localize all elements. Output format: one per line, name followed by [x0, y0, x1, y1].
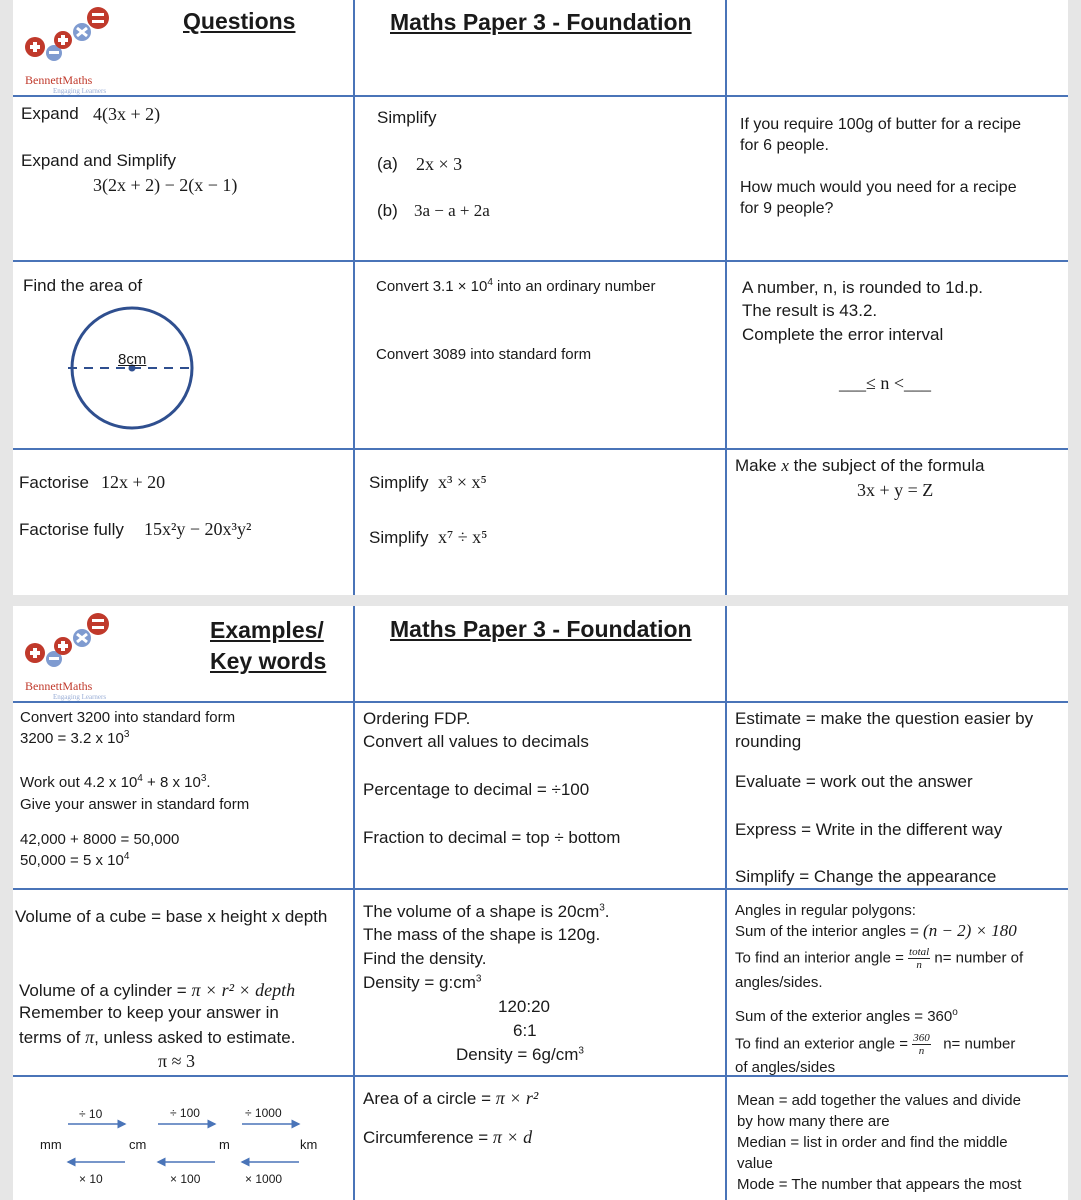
label-div-10: ÷ 10	[79, 1107, 103, 1121]
header-paper-title: Maths Paper 3 - Foundation	[390, 616, 692, 642]
pi-approximation: π ≈ 3	[158, 1051, 195, 1071]
factorise-fully-label: Factorise fully	[19, 520, 124, 539]
mean-definition-2: by how many there are	[737, 1113, 890, 1130]
density-ratio-2: 6:1	[513, 1021, 537, 1040]
convert-standard-question: Convert 3089 into standard form	[376, 346, 592, 363]
expand-expression: 4(3x + 2)	[93, 104, 161, 124]
label-mul-10: × 10	[79, 1172, 103, 1186]
header-paper-title: Maths Paper 3 - Foundation	[390, 9, 692, 35]
sf-example-5: 42,000 + 8000 = 50,000	[20, 831, 180, 848]
factorise-fully-expression: 15x²y − 20x³y²	[144, 519, 252, 539]
polygon-interior-sum: Sum of the interior angles = (n − 2) × 180	[735, 921, 1017, 940]
sf-example-1: Convert 3200 into standard form	[20, 709, 236, 726]
volume-remember-1: Remember to keep your answer in	[19, 1003, 279, 1022]
median-definition-2: value	[737, 1155, 773, 1172]
grid-line	[353, 0, 355, 595]
logo-tagline: Engaging Learners	[53, 87, 107, 95]
label-div-1000: ÷ 1000	[245, 1106, 282, 1120]
label-div-100: ÷ 100	[170, 1106, 200, 1120]
rounding-text-3: Complete the error interval	[742, 325, 944, 344]
questions-sheet	[13, 0, 1068, 595]
volume-cube: Volume of a cube = base x height x depth	[15, 907, 328, 926]
simplify-powers-2-label: Simplify	[369, 528, 429, 547]
fdp-text-4: Fraction to decimal = top ÷ bottom	[363, 828, 621, 847]
unit-m: m	[219, 1137, 230, 1152]
area-label: Find the area of	[23, 276, 143, 295]
butter-text-3: How much would you need for a recipe	[740, 179, 1017, 196]
expand-simplify-label: Expand and Simplify	[21, 151, 176, 170]
simplify-powers-1-expression: x³ × x⁵	[438, 472, 487, 492]
volume-cylinder: Volume of a cylinder = π × r² × depth	[19, 980, 296, 1000]
density-text-3: Find the density.	[363, 949, 487, 968]
header-examples: Examples/	[210, 617, 324, 643]
simplify-a-label: (a)	[377, 154, 398, 173]
unit-mm: mm	[40, 1137, 62, 1152]
rounding-text-1: A number, n, is rounded to 1d.p.	[742, 278, 983, 297]
butter-text-4: for 9 people?	[740, 200, 834, 217]
examples-sheet	[13, 606, 1068, 1200]
grid-line	[725, 606, 727, 1200]
expand-simplify-expression: 3(2x + 2) − 2(x − 1)	[93, 175, 238, 195]
factorise-expression: 12x + 20	[101, 472, 166, 492]
header-questions: Questions	[183, 8, 296, 34]
expand-label: Expand	[21, 104, 79, 123]
logo	[21, 4, 121, 95]
unit-km: km	[300, 1137, 318, 1152]
fdp-text-1: Ordering FDP.	[363, 709, 471, 728]
butter-text-2: for 6 people.	[740, 137, 829, 154]
simplify-a-expression: 2x × 3	[416, 154, 463, 174]
sf-example-4: Give your answer in standard form	[20, 796, 250, 813]
polygon-interior-angle: To find an interior angle = $\frac{\text{total}}{n}$ n= number of	[735, 946, 1024, 971]
median-definition-1: Median = list in order and find the middle	[737, 1134, 1008, 1151]
simplify-label: Simplify	[377, 108, 437, 127]
logo-name: BennettMaths	[25, 73, 93, 87]
grid-line	[13, 448, 1068, 450]
density-ratio-1: 120:20	[498, 997, 550, 1016]
volume-remember-2: terms of π, unless asked to estimate.	[19, 1027, 296, 1047]
mean-definition-1: Mean = add together the values and divide	[737, 1092, 1021, 1109]
grid-line	[725, 0, 727, 595]
density-result: Density = $6g/cm^3$	[456, 1045, 584, 1064]
polygon-angles-sides-2: of angles/sides	[735, 1059, 836, 1076]
polygon-exterior-angle: To find an exterior angle = $\frac{360}{n}$ n= number	[735, 1032, 1016, 1057]
logo-icon	[21, 610, 111, 672]
logo-icon	[21, 4, 111, 66]
fraction-360-over-n: $\frac{360}{n}$	[913, 1032, 930, 1057]
polygon-exterior-sum: Sum of the exterior angles = $360^o$	[735, 1007, 958, 1025]
convert-ordinary-question: Convert $3.1 \times 10^4$ into an ordinary number	[376, 277, 656, 295]
circle-radius-label: 8cm	[118, 351, 147, 368]
logo-name: BennettMaths	[25, 679, 93, 693]
keyword-estimate-1: Estimate = make the question easier by	[735, 709, 1034, 728]
simplify-b-expression: 3a − a + 2a	[414, 201, 490, 220]
keyword-evaluate: Evaluate = work out the answer	[735, 772, 973, 791]
simplify-b-label: (b)	[377, 201, 398, 220]
label-mul-1000: × 1000	[245, 1172, 283, 1186]
logo-tagline: Engaging Learners	[53, 693, 107, 701]
grid-line	[353, 606, 355, 1200]
density-text-2: The mass of the shape is 120g.	[363, 925, 601, 944]
error-interval: ___≤ n <___	[839, 373, 932, 393]
simplify-powers-1-label: Simplify	[369, 473, 429, 492]
circle-area-formula: Area of a circle = π × r²	[363, 1088, 539, 1108]
subject-question: Make x the subject of the formula	[735, 456, 985, 475]
factorise-label: Factorise	[19, 473, 89, 492]
keyword-simplify: Simplify = Change the appearance	[735, 867, 997, 886]
grid-line	[13, 260, 1068, 262]
polygon-title: Angles in regular polygons:	[735, 902, 916, 919]
unit-conversion-diagram	[13, 1076, 353, 1200]
unit-cm: cm	[129, 1137, 147, 1152]
grid-line	[13, 95, 1068, 97]
polygon-angles-sides: angles/sides.	[735, 974, 823, 991]
sf-example-3: Work out 4.2 x $10^4 + 8$ x $10^3$.	[20, 773, 211, 791]
keyword-express: Express = Write in the different way	[735, 820, 1003, 839]
fdp-text-2: Convert all values to decimals	[363, 732, 589, 751]
simplify-powers-2-expression: x⁷ ÷ x⁵	[438, 527, 488, 547]
fdp-text-3: Percentage to decimal = ÷100	[363, 780, 590, 799]
circumference-formula: Circumference = π × d	[363, 1127, 533, 1147]
grid-line	[13, 701, 1068, 703]
density-text-1: The volume of a shape is $20cm^3$.	[363, 902, 610, 921]
butter-text-1: If you require 100g of butter for a recipe	[740, 116, 1022, 133]
sf-example-2: 3200 = 3.2 x $10^3$	[20, 729, 130, 747]
header-key-words: Key words	[210, 648, 327, 674]
fraction-total-over-n: $\frac{\text{total}}{n}$	[909, 946, 930, 971]
logo	[21, 610, 121, 701]
label-mul-100: × 100	[170, 1172, 201, 1186]
rounding-text-2: The result is 43.2.	[742, 301, 878, 320]
grid-line	[13, 888, 1068, 890]
sf-example-6: 50,000 = 5 x $10^4$	[20, 851, 130, 869]
mode-definition: Mode = The number that appears the most	[737, 1176, 1022, 1193]
density-text-4: Density = $g:cm^3$	[363, 973, 482, 992]
subject-formula: 3x + y = Z	[857, 480, 934, 500]
keyword-estimate-2: rounding	[735, 732, 802, 751]
